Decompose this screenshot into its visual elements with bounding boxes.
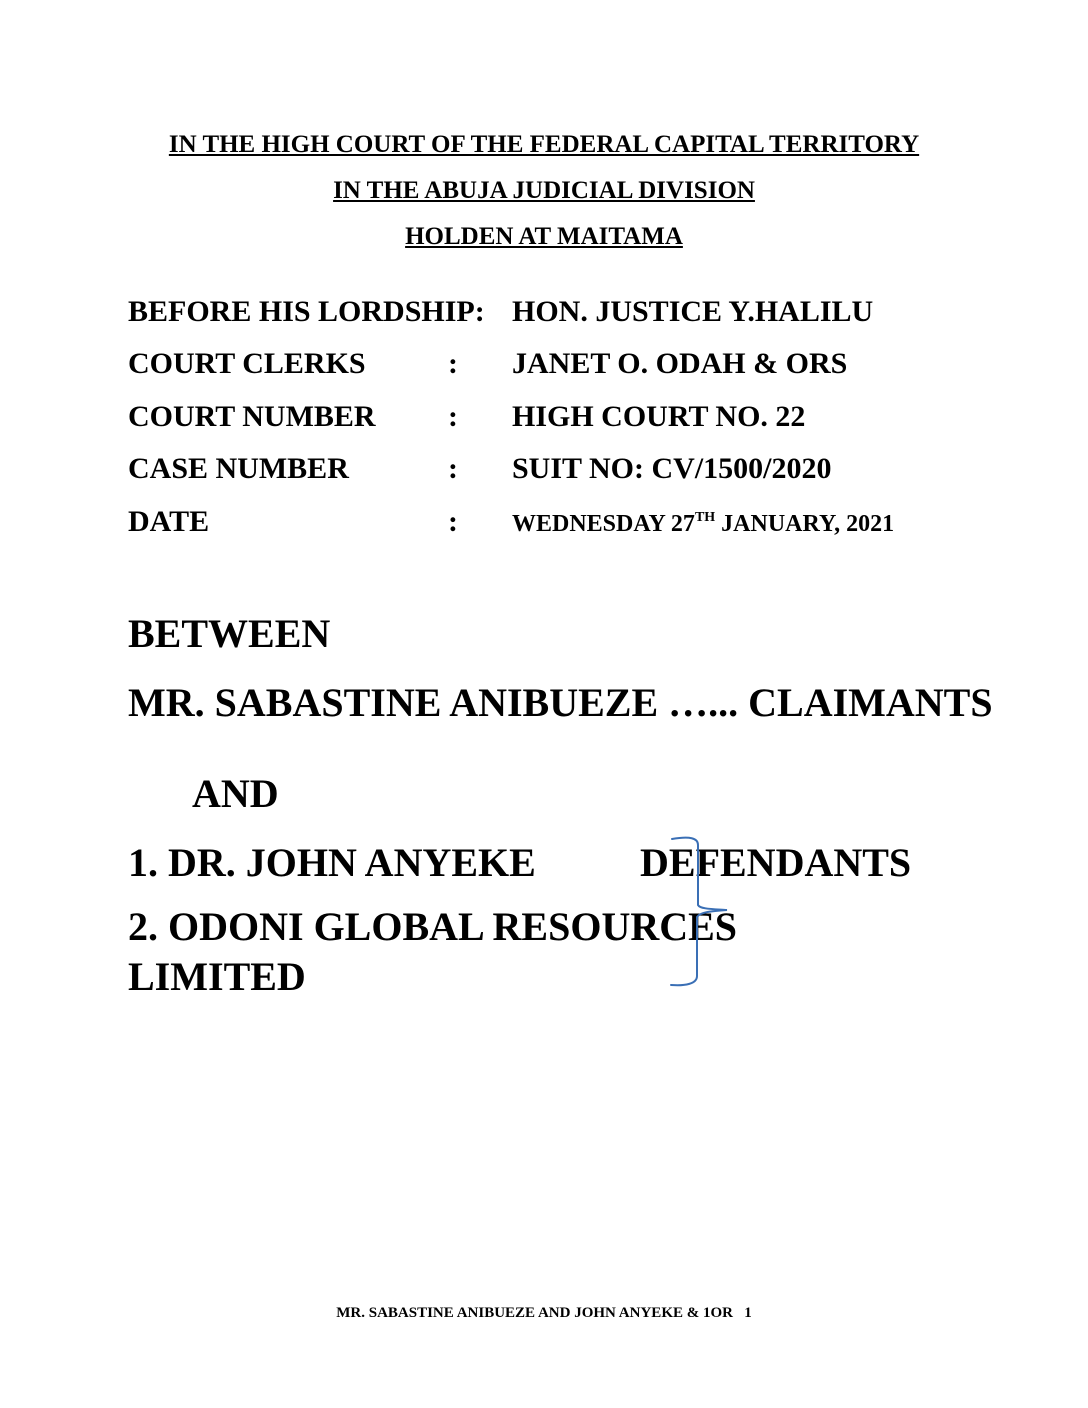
- venue-heading: HOLDEN AT MAITAMA: [405, 223, 683, 250]
- clerks-value: JANET O. ODAH & ORS: [512, 347, 848, 380]
- date-label: DATE: [128, 505, 210, 538]
- defendant-2-line-2: LIMITED: [128, 954, 306, 999]
- date-colon: :: [448, 505, 458, 538]
- date-prefix: WEDNESDAY 27: [512, 511, 695, 537]
- page-footer: [0, 1303, 1088, 1323]
- court-number-label: COURT NUMBER: [128, 400, 376, 433]
- court-number-value: HIGH COURT NO. 22: [512, 400, 806, 433]
- court-heading: IN THE HIGH COURT OF THE FEDERAL CAPITAL TERRITORY: [168, 131, 920, 158]
- clerks-colon: :: [448, 347, 458, 380]
- date-suffix: JANUARY, 2021: [715, 511, 895, 537]
- judge-value: HON. JUSTICE Y.HALILU: [512, 295, 874, 328]
- case-number-colon: :: [448, 452, 458, 485]
- defendant-2-line-1: 2. ODONI GLOBAL RESOURCES: [128, 904, 738, 949]
- division-heading: IN THE ABUJA JUDICIAL DIVISION: [333, 177, 755, 204]
- page-number: 1: [744, 1305, 752, 1321]
- date-ordinal-suffix: TH: [694, 510, 716, 525]
- and-heading: AND: [192, 771, 279, 816]
- clerks-label: COURT CLERKS: [128, 347, 366, 380]
- footer-case-title: MR. SABASTINE ANIBUEZE AND JOHN ANYEKE & 1OR: [336, 1305, 733, 1321]
- case-number-label: CASE NUMBER: [128, 452, 349, 485]
- between-heading: BETWEEN: [128, 611, 331, 656]
- defendants-label: DEFENDANTS: [640, 840, 912, 885]
- bracket-stroke: [671, 838, 727, 986]
- defendant-1: 1. DR. JOHN ANYEKE: [128, 840, 536, 885]
- court-number-colon: :: [448, 400, 458, 433]
- claimant-line: MR. SABASTINE ANIBUEZE …... CLAIMANTS: [128, 680, 993, 725]
- case-number-value: SUIT NO: CV/1500/2020: [512, 452, 832, 485]
- judge-label: BEFORE HIS LORDSHIP:: [128, 295, 485, 328]
